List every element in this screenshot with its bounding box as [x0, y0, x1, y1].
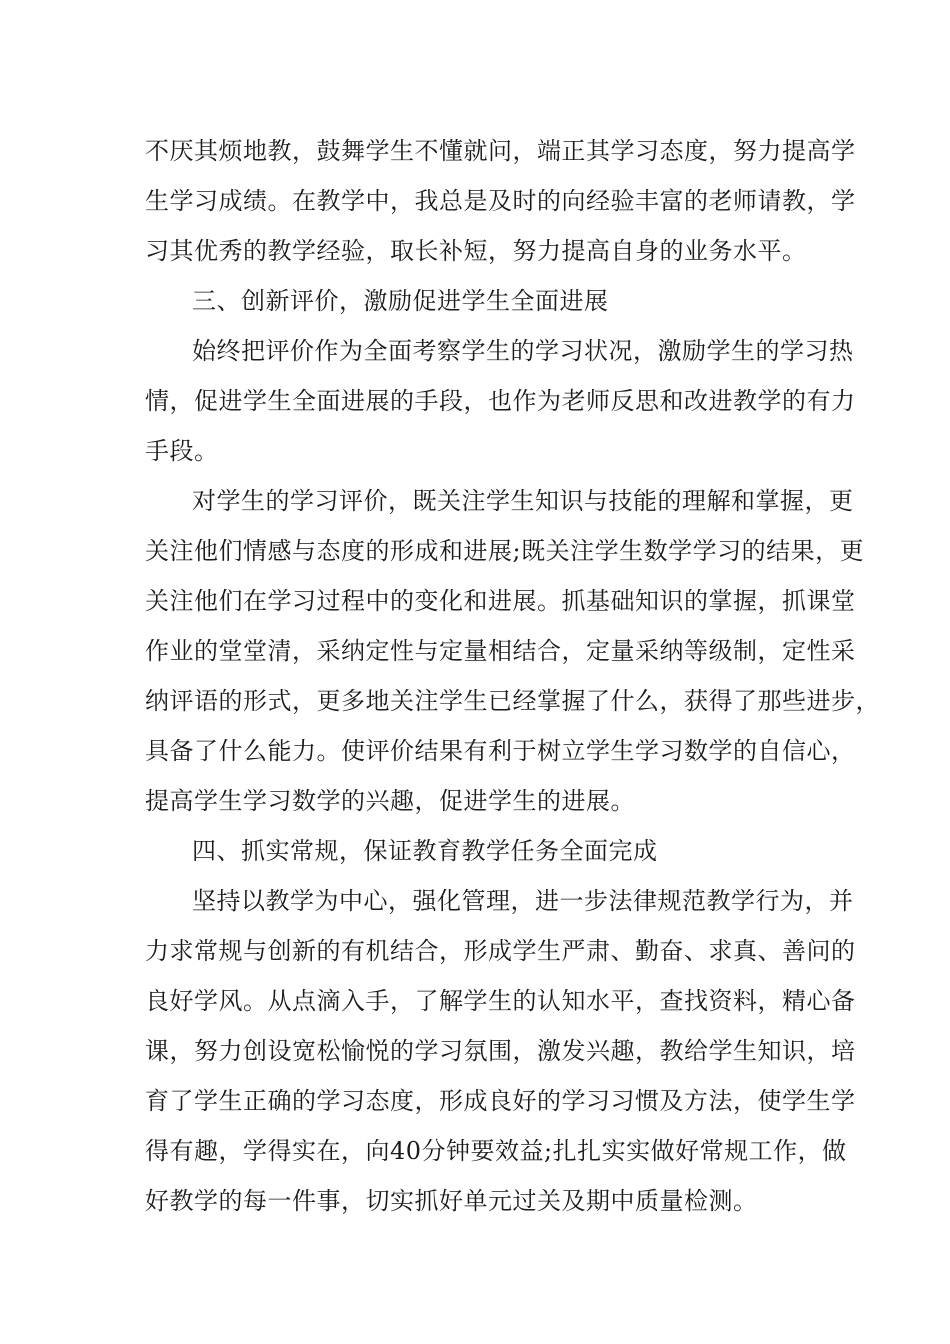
paragraph-line: 关注他们在学习过程中的变化和进展。抓基础知识的掌握，抓课堂 [145, 587, 856, 615]
section-heading: 三、创新评价，激励促进学生全面进展 [192, 287, 609, 315]
paragraph-line: 关注他们情感与态度的形成和进展;既关注学生数学学习的结果，更 [145, 537, 865, 565]
section-heading: 四、抓实常规，保证教育教学任务全面完成 [192, 837, 658, 865]
paragraph-line: 力求常规与创新的有机结合，形成学生严肃、勤奋、求真、善问的 [145, 937, 856, 965]
paragraph-line: 得有趣，学得实在，向40分钟要效益;扎扎实实做好常规工作，做 [145, 1137, 847, 1165]
paragraph-line: 始终把评价作为全面考察学生的学习状况，激励学生的学习热 [192, 337, 854, 365]
paragraph-line: 对学生的学习评价，既关注学生知识与技能的理解和掌握，更 [192, 487, 854, 515]
paragraph-line: 情，促进学生全面进展的手段，也作为老师反思和改进教学的有力 [145, 387, 856, 415]
paragraph-line: 坚持以教学为中心，强化管理，进一步法律规范教学行为，并 [192, 887, 854, 915]
paragraph-line: 课，努力创设宽松愉悦的学习氛围，激发兴趣，教给学生知识，培 [145, 1037, 856, 1065]
paragraph-line: 习其优秀的教学经验，取长补短，努力提高自身的业务水平。 [145, 237, 807, 265]
paragraph-line: 生学习成绩。在教学中，我总是及时的向经验丰富的老师请教，学 [145, 187, 856, 215]
paragraph-line: 提高学生学习数学的兴趣，促进学生的进展。 [145, 787, 635, 815]
paragraph-line: 良好学风。从点滴入手，了解学生的认知水平，查找资料，精心备 [145, 987, 856, 1015]
paragraph-line: 具备了什么能力。使评价结果有利于树立学生学习数学的自信心， [145, 737, 856, 765]
paragraph-line: 纳评语的形式，更多地关注学生已经掌握了什么，获得了那些进步， [145, 687, 880, 715]
paragraph-line: 手段。 [145, 437, 219, 465]
paragraph-line: 好教学的每一件事，切实抓好单元过关及期中质量检测。 [145, 1187, 758, 1215]
paragraph-line: 作业的堂堂清，采纳定性与定量相结合，定量采纳等级制，定性采 [145, 637, 856, 665]
paragraph-line: 育了学生正确的学习态度，形成良好的学习习惯及方法，使学生学 [145, 1087, 856, 1115]
paragraph-line: 不厌其烦地教，鼓舞学生不懂就问，端正其学习态度，努力提高学 [145, 137, 856, 165]
